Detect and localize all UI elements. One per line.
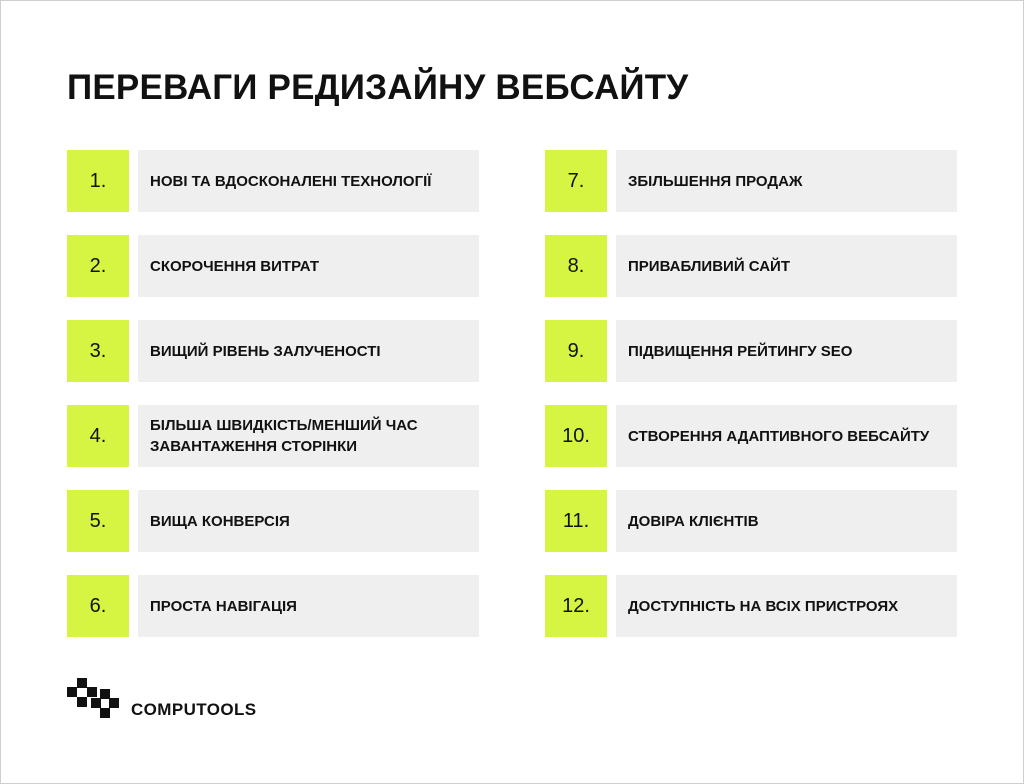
benefit-item bbox=[67, 490, 479, 552]
benefit-item bbox=[545, 405, 957, 467]
benefit-item bbox=[67, 235, 479, 297]
benefit-item bbox=[545, 575, 957, 637]
benefit-number: 5. bbox=[67, 490, 129, 552]
benefit-number: 10. bbox=[545, 405, 607, 467]
benefit-number: 3. bbox=[67, 320, 129, 382]
benefit-item bbox=[545, 320, 957, 382]
benefit-label: ЗБІЛЬШЕННЯ ПРОДАЖ bbox=[616, 150, 957, 212]
benefit-item bbox=[67, 575, 479, 637]
benefit-item bbox=[67, 150, 479, 212]
benefit-label: ПРИВАБЛИВИЙ САЙТ bbox=[616, 235, 957, 297]
benefit-number: 8. bbox=[545, 235, 607, 297]
brand-footer bbox=[67, 678, 257, 718]
benefit-item bbox=[545, 150, 957, 212]
benefit-number: 12. bbox=[545, 575, 607, 637]
computools-logo-icon bbox=[67, 678, 119, 718]
benefit-label: НОВІ ТА ВДОСКОНАЛЕНІ ТЕХНОЛОГІЇ bbox=[138, 150, 479, 212]
benefit-label: ВИЩИЙ РІВЕНЬ ЗАЛУЧЕНОСТІ bbox=[138, 320, 479, 382]
benefit-label: ПРОСТА НАВІГАЦІЯ bbox=[138, 575, 479, 637]
benefit-item bbox=[67, 405, 479, 467]
benefits-column-right bbox=[545, 150, 957, 660]
benefits-column-left bbox=[67, 150, 479, 660]
benefit-number: 6. bbox=[67, 575, 129, 637]
benefit-item bbox=[67, 320, 479, 382]
benefit-number: 11. bbox=[545, 490, 607, 552]
page-title: ПЕРЕВАГИ РЕДИЗАЙНУ ВЕБСАЙТУ bbox=[67, 68, 689, 107]
benefit-label: ПІДВИЩЕННЯ РЕЙТИНГУ SEO bbox=[616, 320, 957, 382]
benefit-item bbox=[545, 235, 957, 297]
benefit-number: 1. bbox=[67, 150, 129, 212]
benefit-label: ДОВІРА КЛІЄНТІВ bbox=[616, 490, 957, 552]
benefit-label: ВИЩА КОНВЕРСІЯ bbox=[138, 490, 479, 552]
benefit-label: СТВОРЕННЯ АДАПТИВНОГО ВЕБСАЙТУ bbox=[616, 405, 957, 467]
benefit-label: БІЛЬША ШВИДКІСТЬ/МЕНШИЙ ЧАС ЗАВАНТАЖЕННЯ СТОРІНКИ bbox=[138, 405, 479, 467]
benefit-label: СКОРОЧЕННЯ ВИТРАТ bbox=[138, 235, 479, 297]
brand-name: COMPUTOOLS bbox=[131, 700, 257, 719]
benefit-number: 7. bbox=[545, 150, 607, 212]
benefit-number: 9. bbox=[545, 320, 607, 382]
benefit-item bbox=[545, 490, 957, 552]
benefit-label: ДОСТУПНІСТЬ НА ВСІХ ПРИСТРОЯХ bbox=[616, 575, 957, 637]
benefit-number: 4. bbox=[67, 405, 129, 467]
benefit-number: 2. bbox=[67, 235, 129, 297]
